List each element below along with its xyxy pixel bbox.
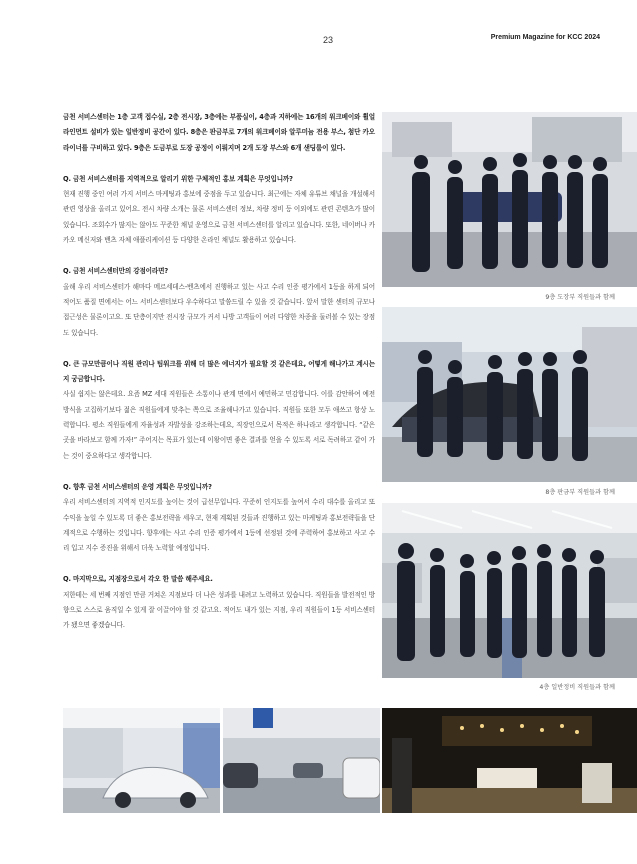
caption-maintenance-team: 4층 일반정비 직원들과 함께 <box>539 684 615 691</box>
page-number: 23 <box>322 35 333 45</box>
caption-bodyshop-team: 8층 판금부 직원들과 함께 <box>545 489 615 496</box>
article-body <box>63 110 375 650</box>
maintenance-team-photo <box>382 503 637 678</box>
workshop-bays-photo <box>223 708 380 813</box>
question-1: Q. 금천 서비스센터를 지역적으로 알리기 위한 구체적인 홍보 계획은 무엇입니까? <box>63 174 293 183</box>
answer-3: 사실 쉽지는 않은데요. 요즘 MZ 세대 직원들은 소통이나 관계 면에서 예민하고 민감합니다. 이를 감안하여 예전 방식을 고집하기보다 젊은 직원들에게 맞추는 쪽으로 조율해나가고 있습니다. 직원들 또한 모두 애쓰고 항상 노력합니다. 평소 직원들에게 자율성과 자발성을 강조하는데요, 직장인으로서 목적은 하나라고 생각합니다. “같은 곳을 바라보고 함께 가자!” 주어지는 목표가 있는데 이왕이면 좋은 결과를 얻을 수 있도록 서로 독려하고 같이 가는 것이 중요하다고 생각합니다. <box>63 390 375 460</box>
magazine-title: Premium Magazine for KCC 2024 <box>490 34 600 41</box>
intro-paragraph: 금천 서비스센터는 1층 고객 접수실, 2층 전시장, 3층에는 부품실이, 4층과 지하에는 16개의 워크베이와 휠얼라인먼트 설비가 있는 일반정비 공간이 있다. 8층은 판금부로 7개의 워크베이와 알루미늄 전용 부스, 첨단 카오라이너를 구비하고 있다. 9층은 도금부로 도장 공정이 이뤄지며 2개 도장 부스와 6개 샌딩룸이 있다. <box>63 113 375 152</box>
question-2: Q. 금천 서비스센터만의 강점이라면? <box>63 267 168 276</box>
question-4: Q. 향후 금천 서비스센터의 운영 계획은 무엇입니까? <box>63 482 212 491</box>
answer-2: 올해 우리 서비스센터가 해마다 메르세데스-벤츠에서 진행하고 있는 사고 수리 인증 평가에서 1등을 하게 되어 적어도 품질 면에서는 어느 서비스센터보다 우수하다고 말씀드릴 수 있을 것 같습니다. 앞서 말한 센터의 규모나 접근성은 물론이고요. 또 단층이지만 전시장 규모가 커서 나방 고객들이 여러 다양한 차종을 둘러볼 수 있는 장점도 있습니다. <box>63 282 375 337</box>
caption-paint-team: 9층 도장부 직원들과 함께 <box>545 294 615 301</box>
bodyshop-team-photo <box>382 307 637 482</box>
question-3: Q. 큰 규모만큼이나 직원 관리나 팀워크를 위해 더 많은 에너지가 필요할 것 같은데요, 어떻게 해나가고 계시는지 궁금합니다. <box>63 359 375 384</box>
workshop-car-photo <box>63 708 220 813</box>
paint-team-photo <box>382 112 637 287</box>
question-5: Q. 마지막으로, 지점장으로서 각오 한 말씀 해주세요. <box>63 575 213 584</box>
showroom-photo <box>382 708 637 813</box>
answer-4: 우리 서비스센터의 지역적 인지도를 높이는 것이 급선무입니다. 꾸준히 인지도를 높여서 수리 대수를 올리고 또 수익을 높일 수 있도록 더 좋은 홍보전략을 세우고, 현재 계획된 것들과 진행하고 있는 마케팅과 홍보전략들을 단계적으로 수행하는 것입니다. 향후에는 사고 수리 인증 평가에서 1등에 선정된 것에 주력하여 홍보하고 사고 수리 입고 지수 증진을 위해서 더욱 노력할 예정입니다. <box>63 498 375 553</box>
answer-5: 저한테는 세 번째 지점인 만큼 거쳐온 지점보다 더 나은 성과를 내려고 노력하고 있습니다. 직원들을 발전적인 방향으로 스스로 움직일 수 있게 잘 이끌어야 할 것 같고요. 적어도 내가 있는 지점, 우리 직원들이 1등 서비스센터가 됐으면 좋겠습니다. <box>63 590 375 630</box>
answer-1: 현재 진행 중인 여러 가지 서비스 마케팅과 홍보에 중점을 두고 있습니다. 최근에는 자체 유튜브 채널을 개설해서 관련 영상을 올리고 있어요. 전시 차량 소개는 물론 서비스센터 정보, 차량 정비 등 이외에도 관련 콘텐츠가 많이 있습니다. 조회수가 많지는 않아도 꾸준한 채널 운영으로 금천 서비스센터를 알리고 있습니다. 또한, 네이버나 카카오 메신저와 밴츠 자체 애플리케이션 등 다양한 온라인 채널도 활용하고 있습니다. <box>63 190 375 245</box>
